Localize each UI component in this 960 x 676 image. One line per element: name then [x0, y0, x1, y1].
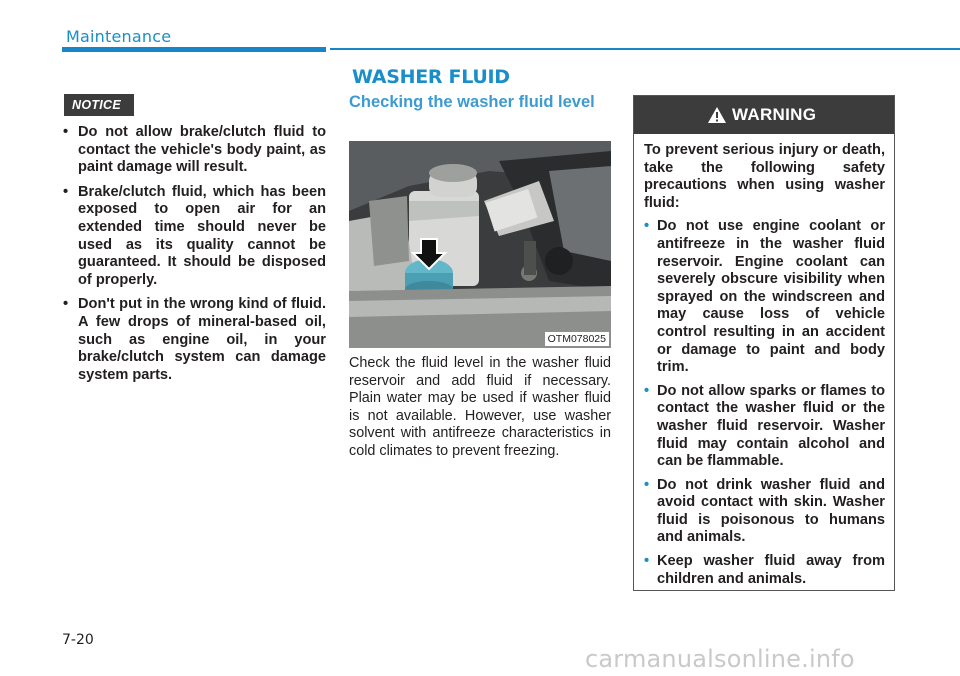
notice-badge — [64, 94, 134, 116]
image-code: OTM078025 — [545, 332, 609, 346]
warning-item-text: Do not drink washer fluid and avoid contact with skin. Washer fluid is poisonous to humans and animals. — [657, 476, 885, 546]
reservoir-illustration — [349, 141, 611, 348]
bullet-icon: • — [644, 218, 650, 235]
page-title: WASHER FLUID — [352, 66, 510, 88]
notice-item — [62, 124, 326, 177]
header-rule-thin — [330, 48, 960, 50]
header-rule-thick — [62, 47, 326, 52]
page-number: 7-20 — [62, 632, 94, 648]
warning-item — [644, 383, 885, 471]
notice-item — [62, 296, 326, 384]
bullet-icon: • — [644, 382, 650, 399]
watermark: carmanualsonline.info — [585, 645, 855, 673]
warning-header — [634, 96, 894, 134]
warning-item-text: Do not use engine coolant or antifreeze in the washer fluid reservoir. Engine coolant can severely obscure visibility when sprayed on the windscreen and may cause loss of vehicle control resulting in an accident or damage to paint and body trim. — [657, 218, 885, 376]
warning-intro: To prevent serious injury or death, take the following safety precautions when using washer fluid: — [644, 142, 885, 211]
warning-item — [644, 553, 885, 588]
warning-list — [644, 218, 885, 588]
bullet-icon: • — [644, 553, 650, 570]
warning-item-text: Keep washer fluid away from children and animals. — [657, 553, 885, 587]
notice-item-text: Don't put in the wrong kind of fluid. A few drops of mineral-based oil, such as engine oil, in your brake/clutch system can damage system parts. — [78, 296, 326, 383]
bullet-icon: • — [63, 124, 69, 140]
notice-item-text: Do not allow brake/clutch fluid to contact the vehicle's body paint, as paint damage will result. — [78, 124, 326, 176]
body-paragraph: Check the fluid level in the washer fluid reservoir and add fluid if necessary. Plain water may be used if washer fluid is not available. However, use washer solvent with antifreeze characteristics in cold climates to prevent freezing. — [349, 355, 611, 459]
bullet-icon: • — [63, 296, 69, 313]
warning-box — [633, 95, 895, 591]
subsection-title: Checking the washer fluid level — [349, 93, 595, 111]
warning-title: WARNING — [732, 105, 817, 124]
bullet-icon: • — [644, 476, 650, 493]
section-title: Maintenance — [66, 27, 172, 46]
warning-item-text: Do not allow sparks or flames to contact the washer fluid or the washer fluid reservoir. Washer fluid may contain alcohol and can be flammable. — [657, 382, 885, 470]
notice-list — [62, 124, 326, 391]
warning-item — [644, 477, 885, 547]
engine-bay-photo — [349, 141, 611, 348]
bullet-icon: • — [63, 183, 69, 200]
warning-triangle-icon — [707, 106, 727, 124]
notice-item — [62, 184, 326, 290]
notice-item-text: Brake/clutch fluid, which has been exposed to open air for an extended time should never be used as its quality cannot be guaranteed. It should be disposed of properly. — [78, 183, 326, 288]
notice-badge-label: NOTICE — [72, 98, 122, 112]
warning-item — [644, 218, 885, 376]
